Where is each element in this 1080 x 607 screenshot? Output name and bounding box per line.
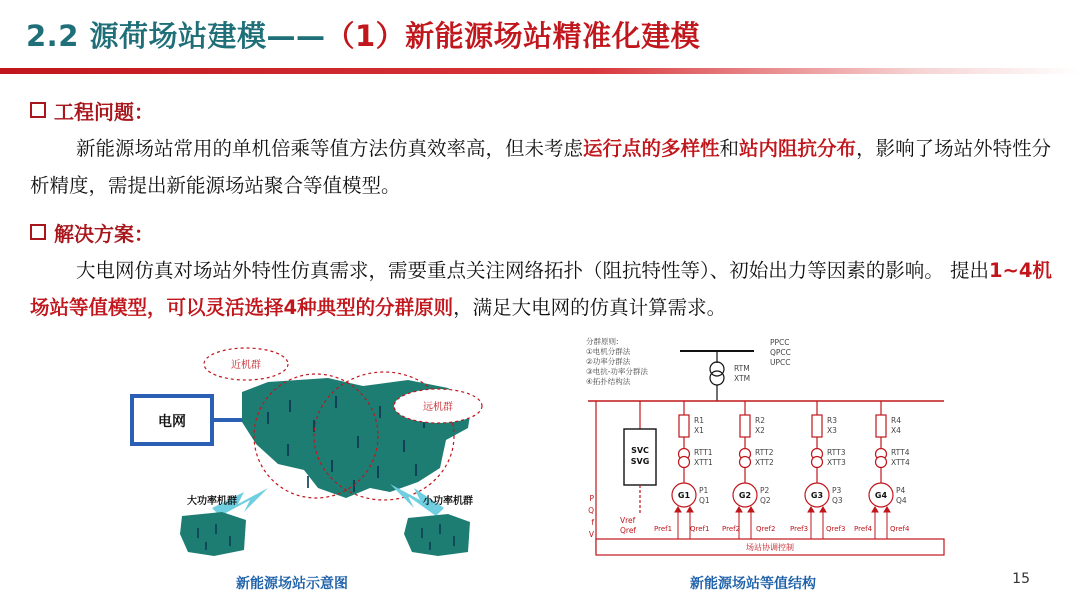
problem-paragraph (30, 130, 1060, 204)
solution-highlight: 1~4机场站等值模型，可以灵活选择4种典型的分群原则 (30, 259, 1052, 319)
title-sub: （1）新能源场站精准化建模 (325, 19, 701, 53)
unit4-qref: Qref4 (890, 525, 910, 533)
unit4-q: Q4 (896, 496, 907, 505)
unit2-pref: Pref2 (722, 525, 741, 533)
unit3-q: Q3 (832, 496, 843, 505)
unit3-rtt: RTT3 (827, 448, 846, 457)
title-main: 2.2 源荷场站建模—— (26, 19, 326, 53)
near-label: 近机群 (231, 360, 261, 371)
unit1-pref: Pref1 (654, 525, 673, 533)
problem-text-a: 新能源场站常用的单机倍乘等值方法仿真效率高，但未考虑 (76, 137, 584, 160)
unit4-generator: G4 (874, 491, 888, 500)
unit4-p: P4 (896, 486, 906, 495)
page-number: 15 (1012, 571, 1030, 587)
solution-text-b: ，满足大电网的仿真计算需求。 (453, 296, 727, 319)
unit2-q: Q2 (760, 496, 771, 505)
unit3-r: R3 (827, 416, 837, 425)
main-transformer-coil-1 (710, 362, 724, 376)
pcc-label-q: QPCC (770, 348, 791, 357)
unit1-rtt: RTT1 (694, 448, 713, 457)
left-figure-caption: 新能源场站示意图 (236, 576, 348, 592)
small-cluster-label: 小功率机群 (423, 496, 473, 507)
grouping-legend-item-2: ②功率分群法 (586, 357, 631, 366)
unit1-x: X1 (694, 426, 704, 435)
section-heading-problem (30, 96, 154, 125)
unit2-x: X2 (755, 426, 765, 435)
unit4-pref: Pref4 (854, 525, 873, 533)
section-heading-solution (30, 218, 154, 247)
unit3-x: X3 (827, 426, 837, 435)
page-title (26, 14, 700, 55)
unit3-pref: Pref3 (790, 525, 809, 533)
far-label: 远机群 (423, 402, 453, 413)
small-power-cluster (404, 514, 470, 556)
station-schematic-svg (118, 340, 498, 565)
rtm-label: RTM (734, 364, 750, 373)
unit2-qref: Qref2 (756, 525, 776, 533)
station-controller-label: 场站协调控制 (746, 543, 794, 552)
square-bullet-icon (30, 224, 46, 240)
grouping-legend-item-4: ④拓扑结构法 (586, 377, 631, 386)
unit4-r: R4 (891, 416, 901, 425)
side-label-f: f (591, 518, 594, 527)
grouping-legend-item-3: ③电抗-功率分群法 (586, 367, 648, 376)
solution-text-a: 大电网仿真对场站外特性仿真需求，需要重点关注网络拓扑（阻抗特性等）、初始出力等因素的影响。 提出 (76, 259, 989, 282)
main-transformer-coil-2 (710, 371, 724, 385)
right-figure-caption: 新能源场站等值结构 (690, 576, 816, 592)
unit1-q: Q1 (699, 496, 710, 505)
svc-label: SVC (631, 446, 649, 455)
unit1-r: R1 (694, 416, 704, 425)
xtm-label: XTM (734, 374, 751, 383)
unit2-r: R2 (755, 416, 765, 425)
side-label-p: P (589, 494, 594, 503)
grouping-legend-title: 分群原则: (586, 337, 619, 346)
problem-highlight-2: 站内阻抗分布 (739, 137, 857, 160)
big-power-cluster (180, 512, 246, 556)
qref-label: Qref (620, 526, 637, 535)
svg-label: SVG (630, 457, 650, 466)
unit1-xtt: XTT1 (694, 458, 713, 467)
problem-heading-text: 工程问题： (54, 100, 154, 124)
unit2-xtt: XTT2 (755, 458, 774, 467)
control-arrows (675, 507, 890, 539)
grouping-legend-item-1: ①电机分群法 (586, 347, 631, 356)
pcc-label-u: UPCC (770, 358, 791, 367)
unit2-p: P2 (760, 486, 770, 495)
equivalent-structure-svg (584, 335, 954, 565)
side-label-v: V (588, 530, 594, 539)
unit1-p: P1 (699, 486, 709, 495)
grid-label: 电网 (158, 414, 186, 430)
title-rule (0, 68, 1080, 74)
side-label-q: Q (588, 506, 594, 515)
unit4-x: X4 (891, 426, 901, 435)
big-cluster-label: 大功率机群 (187, 496, 237, 507)
unit2-generator: G2 (738, 491, 752, 500)
vref-label: Vref (620, 516, 636, 525)
problem-highlight-1: 运行点的多样性 (583, 137, 720, 160)
unit1-qref: Qref1 (690, 525, 710, 533)
unit3-generator: G3 (810, 491, 824, 500)
unit4-rtt: RTT4 (891, 448, 910, 457)
station-schematic-figure (118, 340, 498, 565)
unit3-xtt: XTT3 (827, 458, 846, 467)
unit3-p: P3 (832, 486, 842, 495)
equivalent-structure-figure (584, 335, 954, 565)
unit2-rtt: RTT2 (755, 448, 774, 457)
problem-text-c: ，影响了场站外特性分析精度，需提出新能源场站聚合等值模型。 (30, 137, 1052, 197)
solution-heading-text: 解决方案： (54, 222, 154, 246)
unit1-generator: G1 (677, 491, 691, 500)
square-bullet-icon (30, 102, 46, 118)
unit3-qref: Qref3 (826, 525, 846, 533)
unit4-xtt: XTT4 (891, 458, 910, 467)
problem-text-b: 和 (719, 137, 740, 160)
pcc-label-p: PPCC (770, 338, 790, 347)
solution-paragraph (30, 252, 1060, 326)
